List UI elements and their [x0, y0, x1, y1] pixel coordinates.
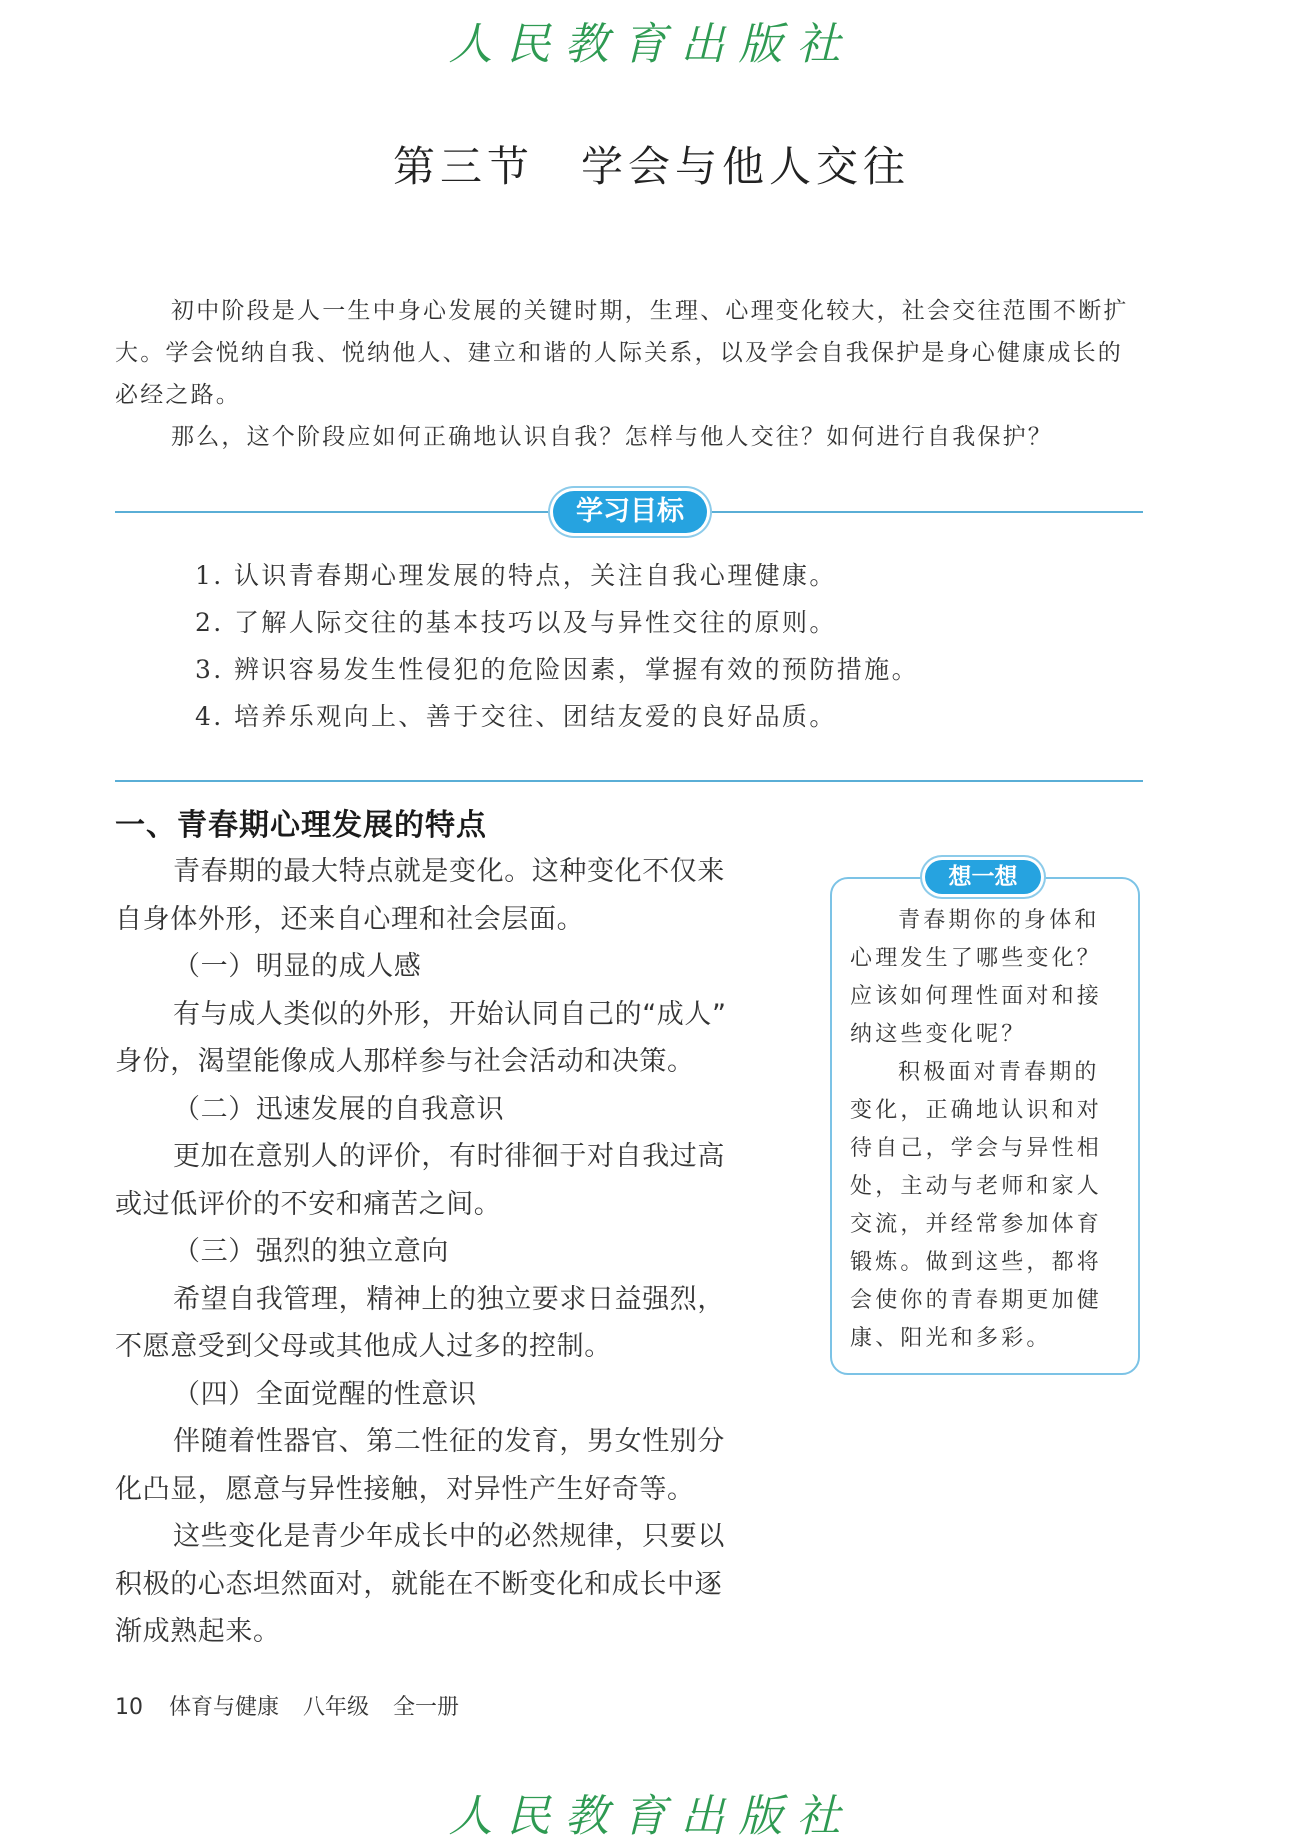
body-line: 这些变化是青少年成长中的必然规律，只要以 [173, 1521, 725, 1552]
publisher-logo-top: 人民教育出版社 [448, 19, 855, 70]
think-line: 锻炼。做到这些，都将 [850, 1250, 1103, 1275]
objective-item-2: 2. 了解人际交往的基本技巧以及与异性交往的原则。 [195, 608, 837, 637]
subheading-3: （三）强烈的独立意向 [173, 1236, 449, 1267]
publisher-logo-bottom: 人民教育出版社 [448, 1791, 855, 1842]
think-line: 心理发生了哪些变化？ [850, 946, 1103, 971]
intro-text [115, 290, 1143, 458]
think-text [850, 902, 1140, 1358]
think-line: 会使你的青春期更加健 [850, 1288, 1103, 1313]
body-line: 伴随着性器官、第二性征的发育，男女性别分 [173, 1426, 725, 1457]
think-label: 想一想 [925, 860, 1041, 894]
objectives-list [195, 552, 1095, 740]
body-line: 自身体外形，还来自心理和社会层面。 [115, 903, 585, 935]
subheading-1: （一）明显的成人感 [173, 951, 422, 982]
body-text [115, 848, 795, 1656]
intro-paragraph-1: 初中阶段是人一生中身心发展的关键时期，生理、心理变化较大，社会交往范围不断扩大。学会悦纳自我、悦纳他人、建立和谐的人际关系，以及学会自我保护是身心健康成长的必经之路。 [115, 298, 1129, 408]
section-title: 第三节 学会与他人交往 [392, 142, 910, 191]
body-line: 积极的心态坦然面对，就能在不断变化和成长中逐 [115, 1568, 723, 1600]
think-line: 积极面对青春期的 [898, 1060, 1100, 1085]
page-number: 10 [115, 1695, 143, 1720]
body-line: 不愿意受到父母或其他成人过多的控制。 [115, 1331, 612, 1362]
body-line: 身份，渴望能像成人那样参与社会活动和决策。 [115, 1046, 695, 1077]
think-line: 康、阳光和多彩。 [850, 1326, 1052, 1351]
book-title: 体育与健康 [169, 1695, 280, 1720]
body-line: 希望自我管理，精神上的独立要求日益强烈， [173, 1283, 725, 1315]
subheading-2: （二）迅速发展的自我意识 [173, 1093, 505, 1125]
think-line: 应该如何理性面对和接 [850, 984, 1103, 1009]
think-line: 青春期你的身体和 [898, 908, 1100, 933]
objectives-bottom-rule [115, 780, 1143, 782]
body-line: 有与成人类似的外形，开始认同自己的“成人” [173, 998, 727, 1030]
objective-item-4: 4. 培养乐观向上、善于交往、团结友爱的良好品质。 [195, 702, 837, 731]
grade-label: 八年级 [303, 1695, 370, 1720]
volume-label: 全一册 [393, 1695, 460, 1720]
body-line: 渐成熟起来。 [115, 1616, 281, 1647]
body-line: 青春期的最大特点就是变化。这种变化不仅来 [173, 856, 725, 887]
objective-item-1: 1. 认识青春期心理发展的特点，关注自我心理健康。 [195, 561, 837, 590]
page-footer [115, 1690, 459, 1721]
think-line: 变化，正确地认识和对 [850, 1098, 1103, 1123]
think-line: 待自己，学会与异性相 [850, 1136, 1103, 1161]
body-line: 或过低评价的不安和痛苦之间。 [115, 1188, 502, 1220]
objective-item-3: 3. 辨识容易发生性侵犯的危险因素，掌握有效的预防措施。 [195, 655, 920, 684]
intro-paragraph-2: 那么，这个阶段应如何正确地认识自我？怎样与他人交往？如何进行自我保护？ [171, 424, 1053, 450]
body-line: 化凸显，愿意与异性接触，对异性产生好奇等。 [115, 1473, 695, 1505]
think-line: 纳这些变化呢？ [850, 1022, 1027, 1047]
body-line: 更加在意别人的评价，有时徘徊于对自我过高 [173, 1141, 725, 1172]
subheading-4: （四）全面觉醒的性意识 [173, 1378, 477, 1410]
objectives-label: 学习目标 [553, 491, 707, 533]
think-line: 交流，并经常参加体育 [850, 1212, 1103, 1237]
think-line: 处，主动与老师和家人 [850, 1174, 1103, 1199]
section-heading: 一、青春期心理发展的特点 [115, 808, 487, 843]
